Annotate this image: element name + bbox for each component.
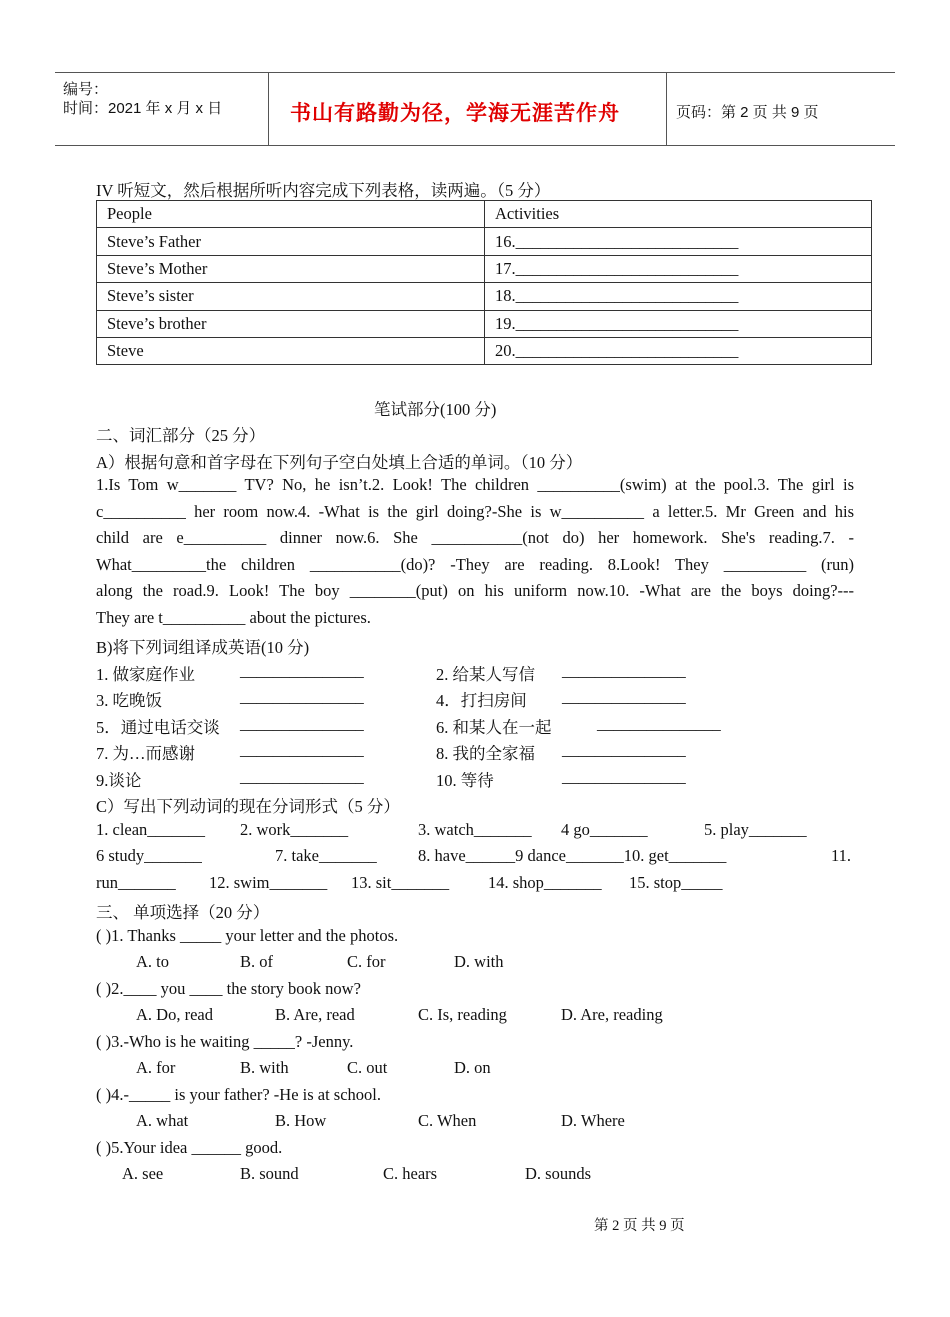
table-row xyxy=(97,283,872,310)
phrase-blank[interactable]: _______________ xyxy=(562,661,686,680)
question-text: ( )4.-_____ is your father? -He is at school. xyxy=(96,1085,382,1104)
verb-item: 8. have______9 dance_______10. get_______ xyxy=(418,846,727,865)
option-b[interactable]: B. Are, read xyxy=(275,1005,355,1024)
header-divider-left xyxy=(268,73,269,145)
header-divider-right xyxy=(666,73,667,145)
phrase-item: 2. 给某人写信 xyxy=(436,665,535,684)
verb-item: 5. play_______ xyxy=(704,820,807,839)
answer-blank[interactable]: 18.___________________________ xyxy=(485,283,872,310)
part-a-title: A）根据句意和首字母在下列句子空白处填上合适的单词。（10 分） xyxy=(96,453,583,472)
phrase-blank[interactable]: _______________ xyxy=(240,740,364,759)
section4-title: IV 听短文，然后根据所听内容完成下列表格，读两遍。（5 分） xyxy=(96,181,551,200)
phrase-blank[interactable]: _______________ xyxy=(597,714,721,733)
option-d[interactable]: D. Are, reading xyxy=(561,1005,663,1024)
header-top-rule xyxy=(55,72,895,73)
activities-table xyxy=(96,200,872,365)
option-b[interactable]: B. How xyxy=(275,1111,327,1130)
phrase-blank[interactable]: _______________ xyxy=(562,687,686,706)
phrase-blank[interactable]: _______________ xyxy=(240,661,364,680)
question-text: ( )1. Thanks _____ your letter and the photos. xyxy=(96,926,399,945)
phrase-blank[interactable]: _______________ xyxy=(240,714,364,733)
answer-blank[interactable]: 20.___________________________ xyxy=(485,337,872,364)
phrase-item: 5．通过电话交谈 xyxy=(96,718,220,737)
question-text: ( )3.-Who is he waiting _____? -Jenny. xyxy=(96,1032,354,1051)
table-row xyxy=(97,337,872,364)
option-d[interactable]: D. on xyxy=(454,1058,491,1077)
option-a[interactable]: A. for xyxy=(136,1058,176,1077)
header-bottom-rule xyxy=(55,145,895,146)
question-text: ( )5.Your idea ______ good. xyxy=(96,1138,283,1157)
answer-blank[interactable]: 16.___________________________ xyxy=(485,228,872,255)
option-b[interactable]: B. of xyxy=(240,952,273,971)
phrase-blank[interactable]: _______________ xyxy=(562,740,686,759)
verb-item: 11. xyxy=(831,846,852,865)
verb-item: 15. stop_____ xyxy=(629,873,723,892)
part-a-line: child are e__________ dinner now.6. She ___________(not do) her homework. She's reading.7. - xyxy=(96,528,854,547)
phrase-item: 9.谈论 xyxy=(96,771,142,790)
answer-blank[interactable]: 17.___________________________ xyxy=(485,255,872,282)
answer-blank[interactable]: 19.___________________________ xyxy=(485,310,872,337)
phrase-blank[interactable]: _______________ xyxy=(562,767,686,786)
header-number-label: 编号： xyxy=(63,81,109,98)
person-cell: Steve’s sister xyxy=(97,283,485,310)
header-motto: 书山有路勤为径，学海无涯苦作舟 xyxy=(290,101,620,125)
part-a-line: along the road.9. Look! The boy ________(put) on his uniform now.10. -What are the boys doing?--- xyxy=(96,581,854,600)
header-page-label: 页码：第 2 页 共 9 页 xyxy=(676,104,819,121)
option-a[interactable]: A. Do, read xyxy=(136,1005,213,1024)
verb-item: 14. shop_______ xyxy=(488,873,602,892)
part2-title: 二、词汇部分（25 分） xyxy=(96,426,266,445)
verb-item: 12. swim_______ xyxy=(209,873,328,892)
footer-page-number: 第 2 页 共 9 页 xyxy=(594,1218,685,1234)
phrase-item: 6. 和某人在一起 xyxy=(436,718,552,737)
verb-item: 2. work_______ xyxy=(240,820,349,839)
verb-item: 13. sit_______ xyxy=(351,873,450,892)
part-b-title: B)将下列词组译成英语(10 分) xyxy=(96,638,310,657)
option-a[interactable]: A. to xyxy=(136,952,169,971)
col-people-header: People xyxy=(97,201,485,228)
phrase-blank[interactable]: _______________ xyxy=(240,687,364,706)
header-time-label: 时间：2021 年 x 月 x 日 xyxy=(63,100,223,117)
option-b[interactable]: B. with xyxy=(240,1058,289,1077)
part3-title: 三、 单项选择（20 分） xyxy=(96,903,270,922)
option-d[interactable]: D. sounds xyxy=(525,1164,592,1183)
table-row xyxy=(97,228,872,255)
col-activities-header: Activities xyxy=(485,201,872,228)
option-c[interactable]: C. hears xyxy=(383,1164,438,1183)
option-b[interactable]: B. sound xyxy=(240,1164,299,1183)
option-c[interactable]: C. Is, reading xyxy=(418,1005,507,1024)
phrase-item: 8. 我的全家福 xyxy=(436,744,535,763)
option-d[interactable]: D. with xyxy=(454,952,504,971)
option-d[interactable]: D. Where xyxy=(561,1111,625,1130)
phrase-item: 7. 为…而感谢 xyxy=(96,744,195,763)
option-c[interactable]: C. When xyxy=(418,1111,477,1130)
person-cell: Steve’s Mother xyxy=(97,255,485,282)
part-a-line: 1.Is Tom w_______ TV? No, he isn’t.2. Look! The children __________(swim) at the pool.3. The girl is xyxy=(96,475,854,494)
phrase-item: 1. 做家庭作业 xyxy=(96,665,195,684)
verb-item: 6 study_______ xyxy=(96,846,202,865)
question-text: ( )2.____ you ____ the story book now? xyxy=(96,979,361,998)
option-a[interactable]: A. what xyxy=(136,1111,189,1130)
verb-item: 4 go_______ xyxy=(561,820,648,839)
option-c[interactable]: C. for xyxy=(347,952,386,971)
option-a[interactable]: A. see xyxy=(122,1164,164,1183)
phrase-item: 4．打扫房间 xyxy=(436,691,527,710)
person-cell: Steve’s brother xyxy=(97,310,485,337)
verb-item: 3. watch_______ xyxy=(418,820,532,839)
verb-item: 1. clean_______ xyxy=(96,820,206,839)
part-a-line: What_________the children ___________(do)? -They are reading. 8.Look! They __________ (run) xyxy=(96,555,854,574)
table-header-row xyxy=(97,201,872,228)
table-row xyxy=(97,310,872,337)
option-c[interactable]: C. out xyxy=(347,1058,388,1077)
table-row xyxy=(97,255,872,282)
person-cell: Steve xyxy=(97,337,485,364)
part-a-line-last: They are t__________ about the pictures. xyxy=(96,608,371,627)
part-a-line: c__________ her room now.4. -What is the girl doing?-She is w__________ a letter.5. Mr Green and his xyxy=(96,502,854,521)
phrase-blank[interactable]: _______________ xyxy=(240,767,364,786)
part-c-title: C）写出下列动词的现在分词形式（5 分） xyxy=(96,797,400,816)
written-title: 笔试部分(100 分) xyxy=(374,400,497,419)
verb-item: run_______ xyxy=(96,873,176,892)
phrase-item: 10. 等待 xyxy=(436,771,494,790)
phrase-item: 3. 吃晚饭 xyxy=(96,691,162,710)
person-cell: Steve’s Father xyxy=(97,228,485,255)
verb-item: 7. take_______ xyxy=(275,846,377,865)
